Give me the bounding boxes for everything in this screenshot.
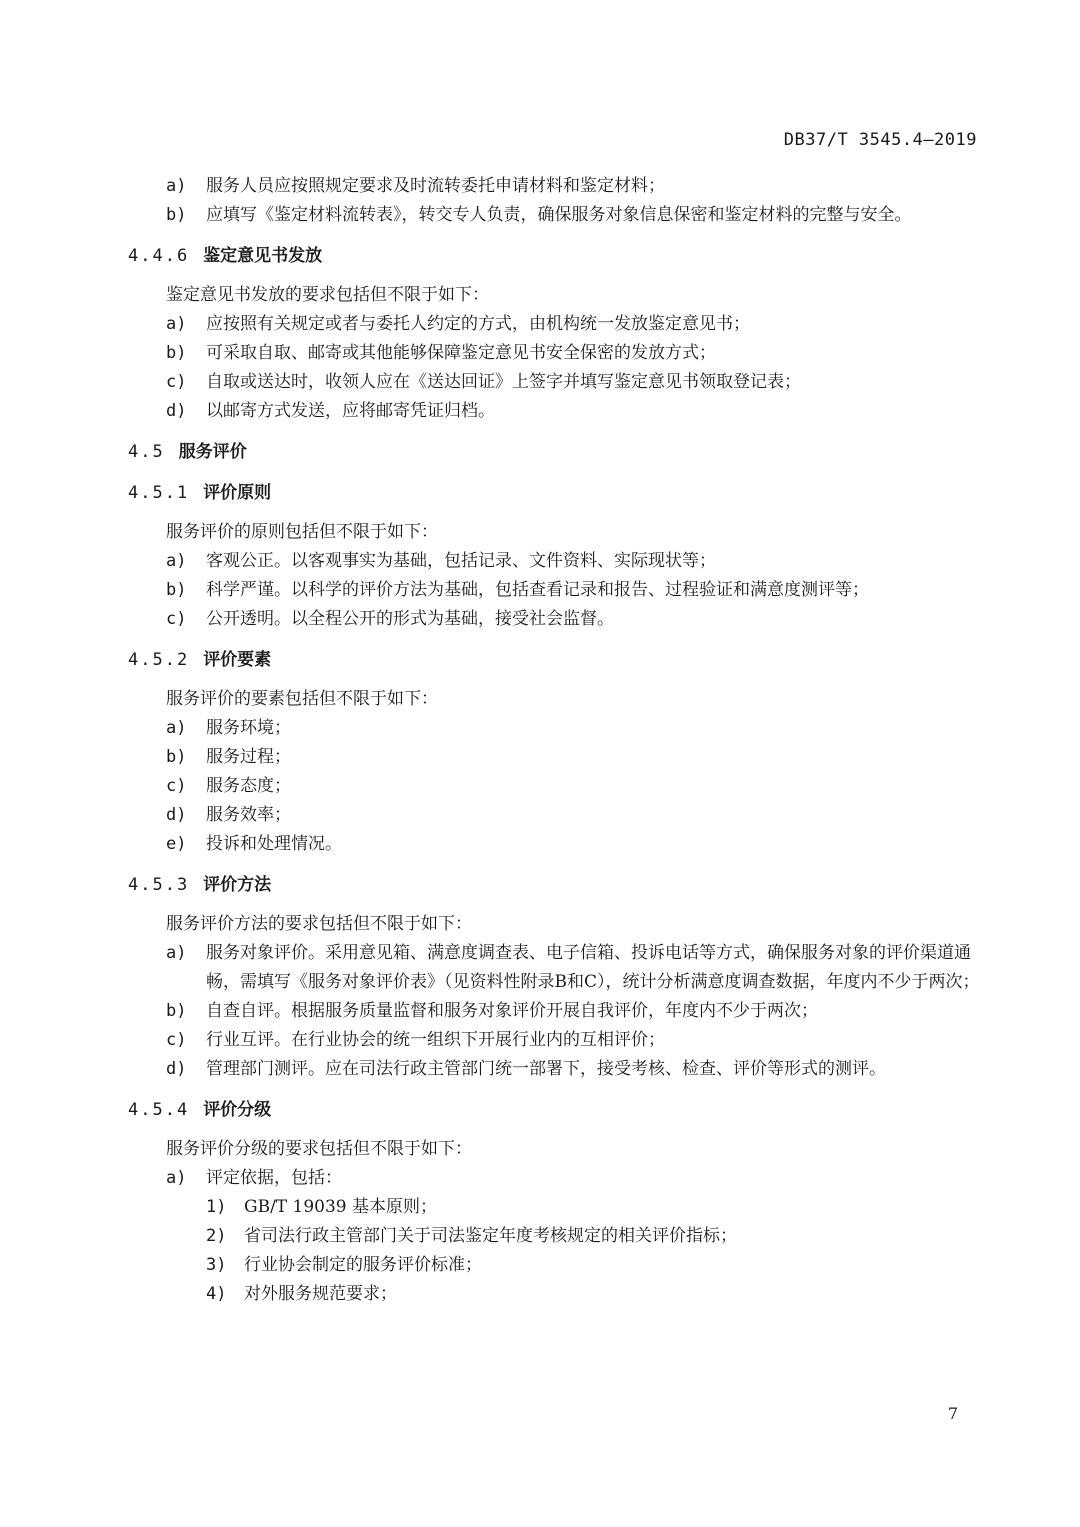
list-item-text: 评定依据，包括：	[206, 1168, 342, 1188]
list-marker: a)	[166, 176, 187, 196]
intro-paragraph: 鉴定意见书发放的要求包括但不限于如下：	[166, 285, 489, 305]
list-item	[128, 830, 980, 859]
list-item-text: 自查自评。根据服务质量监督和服务对象评价开展自我评价，年度内不少于两次；	[206, 1001, 818, 1021]
list-item	[128, 997, 980, 1026]
list-item-text: 以邮寄方式发送，应将邮寄凭证归档。	[206, 401, 495, 421]
list-item-text: 对外服务规范要求；	[244, 1284, 397, 1304]
list-item-text: 客观公正。以客观事实为基础，包括记录、文件资料、实际现状等；	[206, 551, 716, 571]
list-marker: e)	[166, 834, 187, 854]
section-number: 4.5.2	[128, 650, 190, 670]
intro-paragraph: 服务评价分级的要求包括但不限于如下：	[166, 1139, 472, 1159]
list-item-text: GB/T 19039 基本原则；	[244, 1197, 438, 1217]
intro-paragraph: 服务评价的原则包括但不限于如下：	[166, 522, 438, 542]
list-subitem	[128, 1251, 980, 1280]
list-item	[128, 743, 980, 772]
list-subitem	[128, 1222, 980, 1251]
list-item-text: 行业互评。在行业协会的统一组织下开展行业内的互相评价；	[206, 1030, 665, 1050]
section-number: 4.5.1	[128, 483, 190, 503]
section-number: 4.4.6	[128, 246, 190, 266]
section-title: 服务评价	[178, 442, 247, 462]
section-number: 4.5.4	[128, 1100, 190, 1120]
list-marker: d)	[166, 401, 187, 421]
list-marker: c)	[166, 1030, 187, 1050]
list-item-text: 省司法行政主管部门关于司法鉴定年度考核规定的相关评价指标；	[244, 1226, 737, 1246]
list-item-text: 投诉和处理情况。	[206, 834, 342, 854]
list-marker: c)	[166, 609, 187, 629]
list-item	[128, 547, 980, 576]
section-heading	[128, 1096, 980, 1125]
list-marker: a)	[166, 314, 187, 334]
list-item-text: 应按照有关规定或者与委托人约定的方式，由机构统一发放鉴定意见书；	[206, 314, 750, 334]
list-marker: d)	[166, 1059, 187, 1079]
intro-paragraph: 服务评价的要素包括但不限于如下：	[166, 689, 438, 709]
list-subitem	[128, 1193, 980, 1222]
list-item	[128, 576, 980, 605]
intro-paragraph: 服务评价方法的要求包括但不限于如下：	[166, 914, 472, 934]
section-heading	[128, 646, 980, 675]
list-marker: 2)	[206, 1226, 227, 1246]
section-title: 评价方法	[203, 875, 272, 895]
section-number: 4.5.3	[128, 875, 190, 895]
section-number: 4.5	[128, 442, 165, 462]
section-title: 评价分级	[203, 1100, 272, 1120]
list-item	[128, 310, 980, 339]
list-item-text: 服务效率；	[206, 805, 291, 825]
list-item	[128, 172, 980, 201]
list-marker: c)	[166, 776, 187, 796]
list-item-text: 服务过程；	[206, 747, 291, 767]
list-item	[128, 939, 980, 997]
list-item	[128, 339, 980, 368]
section-title: 评价原则	[203, 483, 272, 503]
list-marker: a)	[166, 718, 187, 738]
section-heading	[128, 242, 980, 271]
list-item	[128, 1164, 980, 1193]
list-item	[128, 801, 980, 830]
list-subitem	[128, 1280, 980, 1309]
list-item	[128, 397, 980, 426]
list-marker: 4)	[206, 1284, 227, 1304]
list-marker: b)	[166, 747, 187, 767]
list-item-text: 管理部门测评。应在司法行政主管部门统一部署下，接受考核、检查、评价等形式的测评。	[206, 1059, 886, 1079]
list-marker: 3)	[206, 1255, 227, 1275]
list-item-text: 应填写《鉴定材料流转表》，转交专人负责，确保服务对象信息保密和鉴定材料的完整与安全。	[206, 205, 912, 225]
list-marker: a)	[166, 943, 187, 963]
list-marker: d)	[166, 805, 187, 825]
section-title: 鉴定意见书发放	[203, 246, 323, 266]
list-item	[128, 605, 980, 634]
list-item-text: 服务环境；	[206, 718, 291, 738]
list-marker: c)	[166, 372, 187, 392]
list-item-text: 公开透明。以全程公开的形式为基础，接受社会监督。	[206, 609, 614, 629]
list-item-text: 科学严谨。以科学的评价方法为基础，包括查看记录和报告、过程验证和满意度测评等；	[206, 580, 869, 600]
section-heading	[128, 871, 980, 900]
list-item	[128, 368, 980, 397]
list-item-text: 自取或送达时，收领人应在《送达回证》上签字并填写鉴定意见书领取登记表；	[206, 372, 801, 392]
list-marker: a)	[166, 1168, 187, 1188]
list-item	[128, 714, 980, 743]
section-heading	[128, 479, 980, 508]
document-body	[128, 172, 980, 1309]
list-item	[128, 201, 980, 230]
list-item-text: 服务对象评价。采用意见箱、满意度调查表、电子信箱、投诉电话等方式，确保服务对象的评价渠道通畅，需填写《服务对象评价表》（见资料性附录B和C），统计分析满意度调查数据，年度内不少于两次；	[206, 943, 980, 992]
list-item-text: 行业协会制定的服务评价标准；	[244, 1255, 482, 1275]
list-marker: b)	[166, 580, 187, 600]
document-code: DB37/T 3545.4—2019	[783, 130, 977, 150]
list-item	[128, 772, 980, 801]
list-marker: b)	[166, 1001, 187, 1021]
list-item	[128, 1055, 980, 1084]
list-item-text: 服务人员应按照规定要求及时流转委托申请材料和鉴定材料；	[206, 176, 665, 196]
list-item	[128, 1026, 980, 1055]
section-heading	[128, 438, 980, 467]
section-title: 评价要素	[203, 650, 272, 670]
list-marker: 1)	[206, 1197, 227, 1217]
list-item-text: 可采取自取、邮寄或其他能够保障鉴定意见书安全保密的发放方式；	[206, 343, 716, 363]
list-marker: b)	[166, 205, 187, 225]
page-number: 7	[947, 1404, 958, 1423]
list-marker: a)	[166, 551, 187, 571]
list-item-text: 服务态度；	[206, 776, 291, 796]
list-marker: b)	[166, 343, 187, 363]
